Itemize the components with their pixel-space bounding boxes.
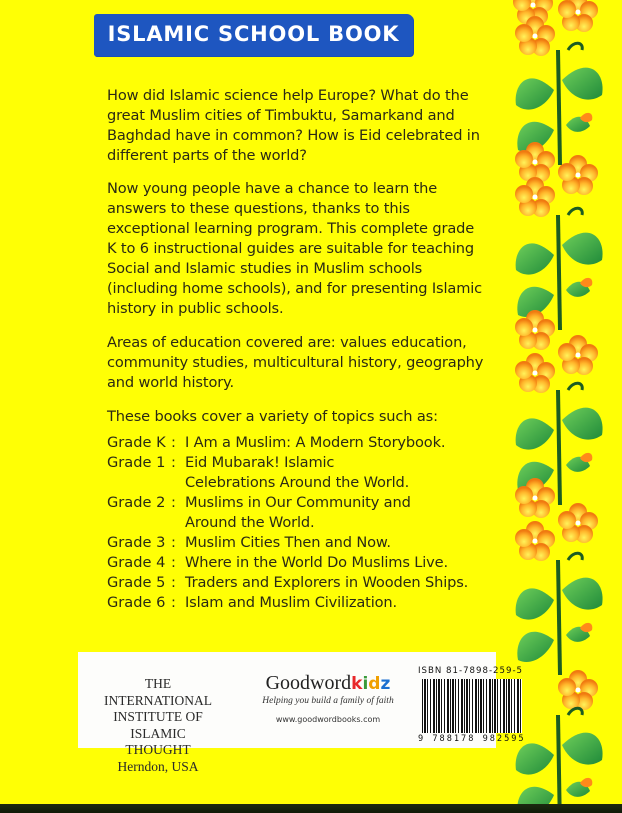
floral-vine-border: [495, 0, 622, 804]
grade-list: [107, 433, 487, 613]
grade-title: Islam and Muslim Civilization.: [185, 594, 398, 611]
grade-label: Grade K: [107, 434, 166, 451]
grade-label: Grade 4: [107, 554, 166, 571]
logo-letter: k: [351, 674, 363, 694]
grade-label: Grade 1: [107, 454, 166, 471]
paragraph-program: Now young people have a chance to learn the answers to these questions, thanks to this exceptional learning program. This complete grade K to 6 instructional guides are suitable for teaching Social and Islamic studies in Muslim schools (including home schools), and for presenting Islamic history in public schools.: [107, 180, 483, 317]
logo-kidz: [351, 674, 390, 694]
institute-line: INSTITUTE OF: [113, 709, 203, 724]
bottom-edge: [0, 804, 622, 813]
institute-line: ISLAMIC THOUGHT: [125, 725, 191, 757]
grade-item: [107, 573, 487, 593]
isbn-text: ISBN 81-7898-259-5: [418, 666, 524, 676]
grade-item: [107, 533, 487, 553]
paragraph-questions: How did Islamic science help Europe? What do the great Muslim cities of Timbuktu, Samarkand and Baghdad have in common? How is Eid celebrated in different parts of the world?: [107, 87, 480, 164]
grade-separator: :: [171, 494, 176, 511]
grade-title: Eid Mubarak! Islamic Celebrations Around the World.: [185, 454, 410, 491]
grade-label: Grade 3: [107, 534, 166, 551]
grade-title: Traders and Explorers in Wooden Ships.: [185, 574, 469, 591]
grade-label: Grade 2: [107, 494, 166, 511]
grade-item: [107, 553, 487, 573]
topics-intro: These books cover a variety of topics such as:: [107, 408, 438, 425]
grade-separator: :: [171, 594, 176, 611]
grade-item: [107, 493, 487, 533]
institute-name: [98, 676, 218, 775]
institute-line: THE INTERNATIONAL: [104, 676, 212, 708]
grade-title: Muslim Cities Then and Now.: [185, 534, 391, 551]
grade-separator: :: [171, 534, 176, 551]
grade-separator: :: [171, 574, 176, 591]
grade-separator: :: [171, 554, 176, 571]
institute-location: Herndon, USA: [117, 758, 199, 774]
grade-separator: :: [171, 454, 176, 471]
grade-title: I Am a Muslim: A Modern Storybook.: [185, 434, 446, 451]
grade-label: Grade 6: [107, 594, 166, 611]
grade-label: Grade 5: [107, 574, 166, 591]
ean-number: 9 788178 982595: [418, 734, 526, 744]
series-title: ISLAMIC SCHOOL BOOK: [107, 22, 400, 46]
grade-title: Where in the World Do Muslims Live.: [185, 554, 448, 571]
publisher-info-box: [78, 652, 526, 774]
publisher-tagline: Helping you build a family of faith: [262, 696, 394, 706]
grade-item: [107, 453, 487, 493]
series-banner: [94, 14, 413, 56]
publisher-block: [258, 672, 398, 724]
logo-goodword: Goodword: [265, 672, 352, 694]
description-text: [107, 86, 487, 613]
grade-separator: :: [171, 434, 176, 451]
grade-item: [107, 433, 487, 453]
goodword-kidz-logo: [258, 672, 398, 695]
publisher-url: www.goodwordbooks.com: [275, 715, 381, 724]
logo-letter: d: [368, 674, 381, 694]
grade-title: Muslims in Our Community and Around the World.: [185, 494, 411, 531]
grade-item: [107, 593, 487, 613]
logo-letter: z: [380, 674, 391, 694]
logo-letter: i: [362, 674, 369, 694]
paragraph-areas: Areas of education covered are: values education, community studies, multicultural history, geography and world history.: [107, 334, 484, 391]
